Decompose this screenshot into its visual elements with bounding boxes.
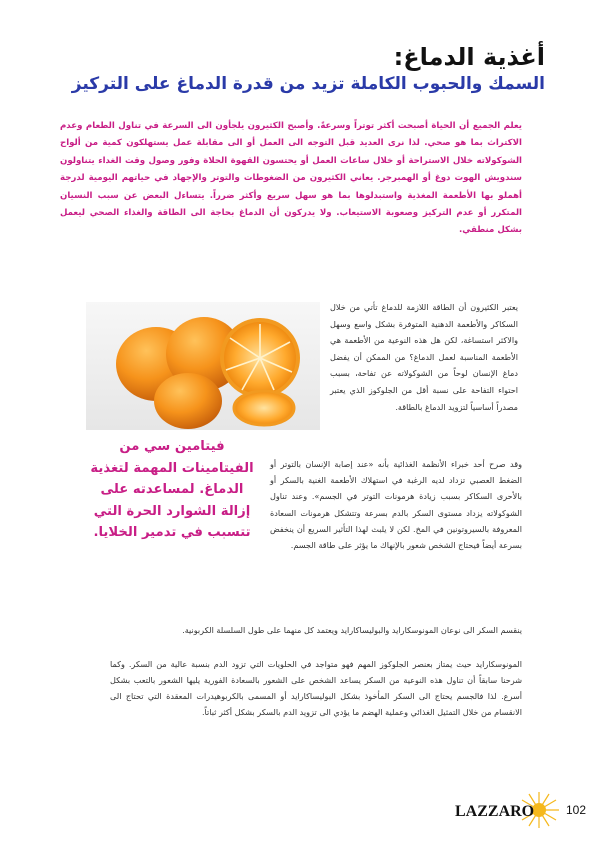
column-right-text: يعتبر الكثيرون أن الطاقة اللازمة للدماغ تأتي من خلال السكاكر والأطعمة الدهنية المتوفرة بشكل واسع وسهل والاكثر استساغة، لكن هل هذه النوعية من الأطعمة هي الأطعمة المناسبة لعمل الدماغ؟ من الممكن أن يفضل دماغ الإنسان لوحاً من الشوكولاته عن تفاحة، بسبب احتواء التفاحة على نسبة أقل من الجلوكوز الذي يعتبر مصدراً أساسياً لتزويد الدماغ بالطاقة. xyxy=(330,302,518,412)
oranges-icon xyxy=(86,302,320,430)
logo-text: LAZZARO xyxy=(455,803,535,820)
sun-logo-icon xyxy=(453,790,565,830)
column-mid-text: وقد صرح أحد خبراء الأنظمة الغذائية بأنه «عند إصابة الإنسان بالتوتر أو الضغط العصبي تزداد لديه الرغبة في استهلاك الأطعمة الغنية بالسكر أو بالأحرى السكاكر بسبب زيادة هرمونات التوتر في الجسم». وعند تناول الشوكولاته يزداد مستوى السكر بالدم بسرعة وتتشكل هرمونات السعادة المعروفة بالسيروتونين في المخ. لكن لا يلبث لهذا التأثير السريع أن ينخفض بسرعة أيضاً فيحتاج الشخص شعور بالإنهاك ما يؤثر على طاقة الجسم. xyxy=(270,459,522,551)
monosaccharide-paragraph: المونوسكارايد حيث يمتاز بعنصر الجلوكوز المهم فهو متواجد في الحلويات التي تزود الدم بنسبة عالية من السكر. وكما شرحنا سابقاً أن تناول هذه النوعية من السكر يساعد الشخص على الشعور بالسعادة الفورية يليها الشعور بالتعب بشكل أسرع. لذا فالجسم يحتاج الى السكر المأخوذ بشكل البوليساكارايد أو المسمى بالكربوهيدرات المعقدة التي تحتاج الى الانقسام من خلال التمثيل الغذائي وعملية الهضم ما يؤدي الى تزويد الدم بالسكر بشكل أكثر ثباتاً. xyxy=(110,659,522,717)
lazzaro-logo xyxy=(453,790,565,830)
sugar-types-paragraph: ينقسم السكر الى نوعان المونوسكارايد والبوليساكارايد ويعتمد كل منهما على طول السلسلة الكربونية. xyxy=(182,625,522,635)
page-number: 102 xyxy=(566,803,587,817)
intro-paragraph: يعلم الجميع أن الحياة أصبحت أكثر توتراً وسرعةً. وأصبح الكثيرون يلجأون الى السرعة في تناول الطعام وعدم الاكتراث بما هو صحي. لذا نرى العديد قبل التوجه الى العمل أو الى مقابلة عمل يستهلكون كمية من ألواح الشوكولاته خلال الاستراحة أو خلال ساعات العمل أو يحتسون القهوة الحلاة وفور وصول وقت الغداء يتناولون سندويش الهوت دوغ أو الهمبرجر. يعاني الكثيرون من الضغوطات والتوتر والإجهاد في حياتهم اليومية لدرجة أهملو بها الأطعمة المغذية واستبدلوها بما هو سهل سريع وأكثر ضرراً. يتساءل البعض عن سبب النسيان المتكرر أو عدم التركيز وصعوبة الاستيعاب. ولا يدركون أن الدماغ بحاجة الى الطاقة والغذاء الصحي ليعمل بشكل منطقي. xyxy=(60,121,522,236)
vitamin-c-callout: فيتامين سي من الفيتامينات المهمة لتغذية الدماغ. لمساعدته على إزالة الشوارد الحرة التي تتسبب في تدمير الخلايا. xyxy=(90,439,254,540)
page-title: أغذية الدماغ: xyxy=(393,43,545,71)
oranges-photo xyxy=(86,302,320,430)
page-subtitle: السمك والحبوب الكاملة تزيد من قدرة الدماغ على التركيز xyxy=(71,74,545,94)
